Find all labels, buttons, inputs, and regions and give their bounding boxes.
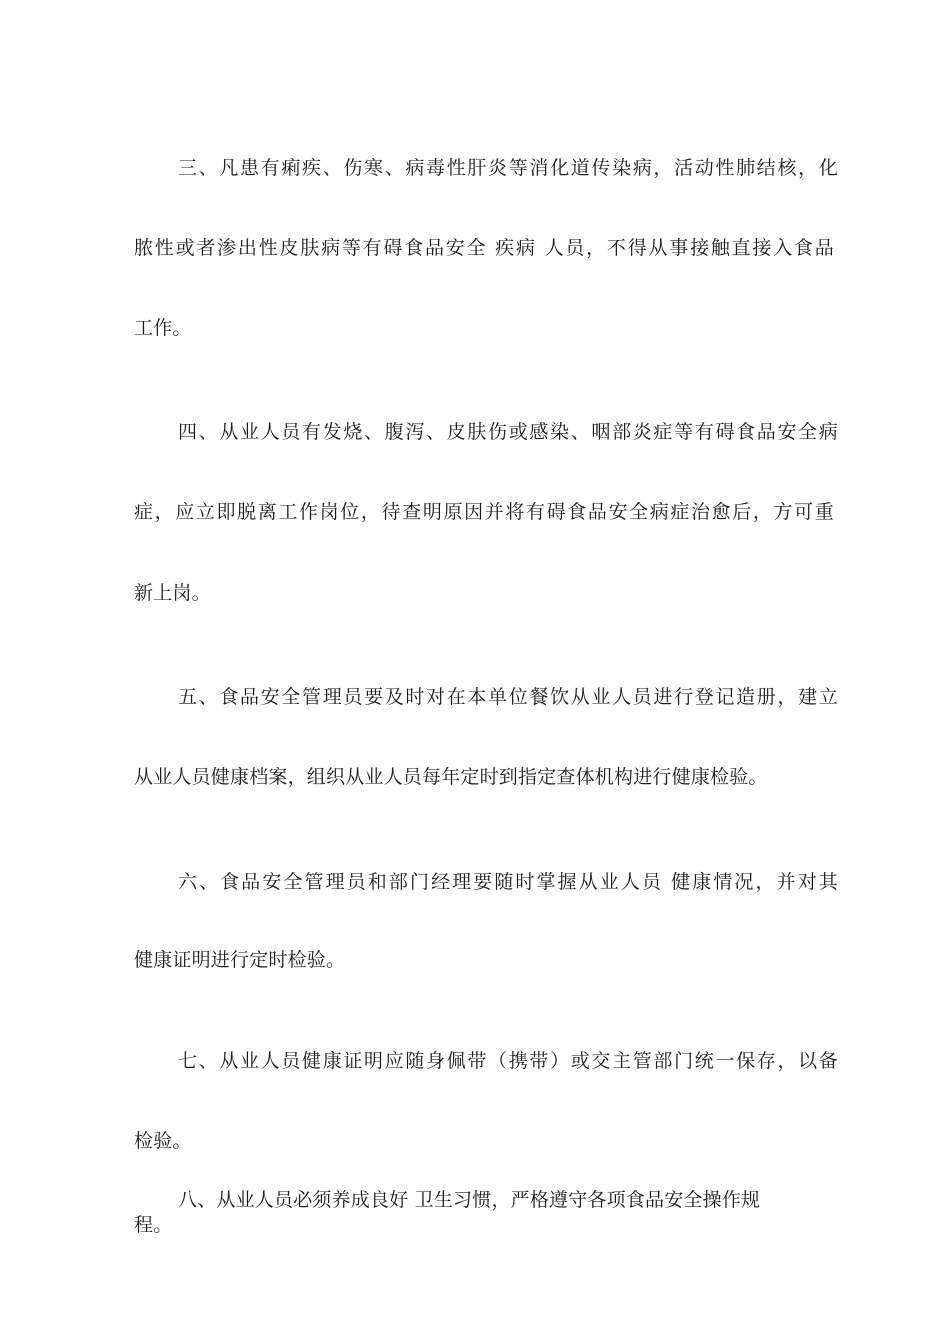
paragraph-7-line-1: 七、从业人员健康证明应随身佩带（携带）或交主管部门统一保存，以备 bbox=[178, 1050, 838, 1072]
paragraph-8-line-2: 程。 bbox=[134, 1214, 173, 1236]
paragraph-5-line-2: 从业人员健康档案，组织从业人员每年定时到指定查体机构进行健康检验。 bbox=[134, 766, 768, 788]
paragraph-4-line-2: 症，应立即脱离工作岗位，待查明原因并将有碍食品安全病症治愈后，方可重 bbox=[134, 501, 834, 523]
paragraph-3-line-1: 三、凡患有痢疾、伤寒、病毒性肝炎等消化道传染病，活动性肺结核，化 bbox=[178, 157, 838, 179]
paragraph-6-line-1: 六、食品安全管理员和部门经理要随时掌握从业人员 健康情况，并对其 bbox=[178, 871, 838, 893]
paragraph-4-line-1: 四、从业人员有发烧、腹泻、皮肤伤或感染、咽部炎症等有碍食品安全病 bbox=[178, 421, 838, 443]
paragraph-5-line-1: 五、食品安全管理员要及时对在本单位餐饮从业人员进行登记造册，建立 bbox=[178, 686, 838, 708]
paragraph-4-line-3: 新上岗。 bbox=[134, 582, 211, 604]
paragraph-7-line-2: 检验。 bbox=[134, 1130, 192, 1152]
paragraph-3-line-2: 脓性或者渗出性皮肤病等有碍食品安全 疾病 人员，不得从事接触直接入食品 bbox=[134, 237, 834, 259]
paragraph-3-line-3: 工作。 bbox=[134, 317, 192, 339]
paragraph-8-line-1: 八、从业人员必须养成良好 卫生习惯，严格遵守各项食品安全操作规 bbox=[178, 1189, 761, 1211]
paragraph-6-line-2: 健康证明进行定时检验。 bbox=[134, 949, 346, 971]
